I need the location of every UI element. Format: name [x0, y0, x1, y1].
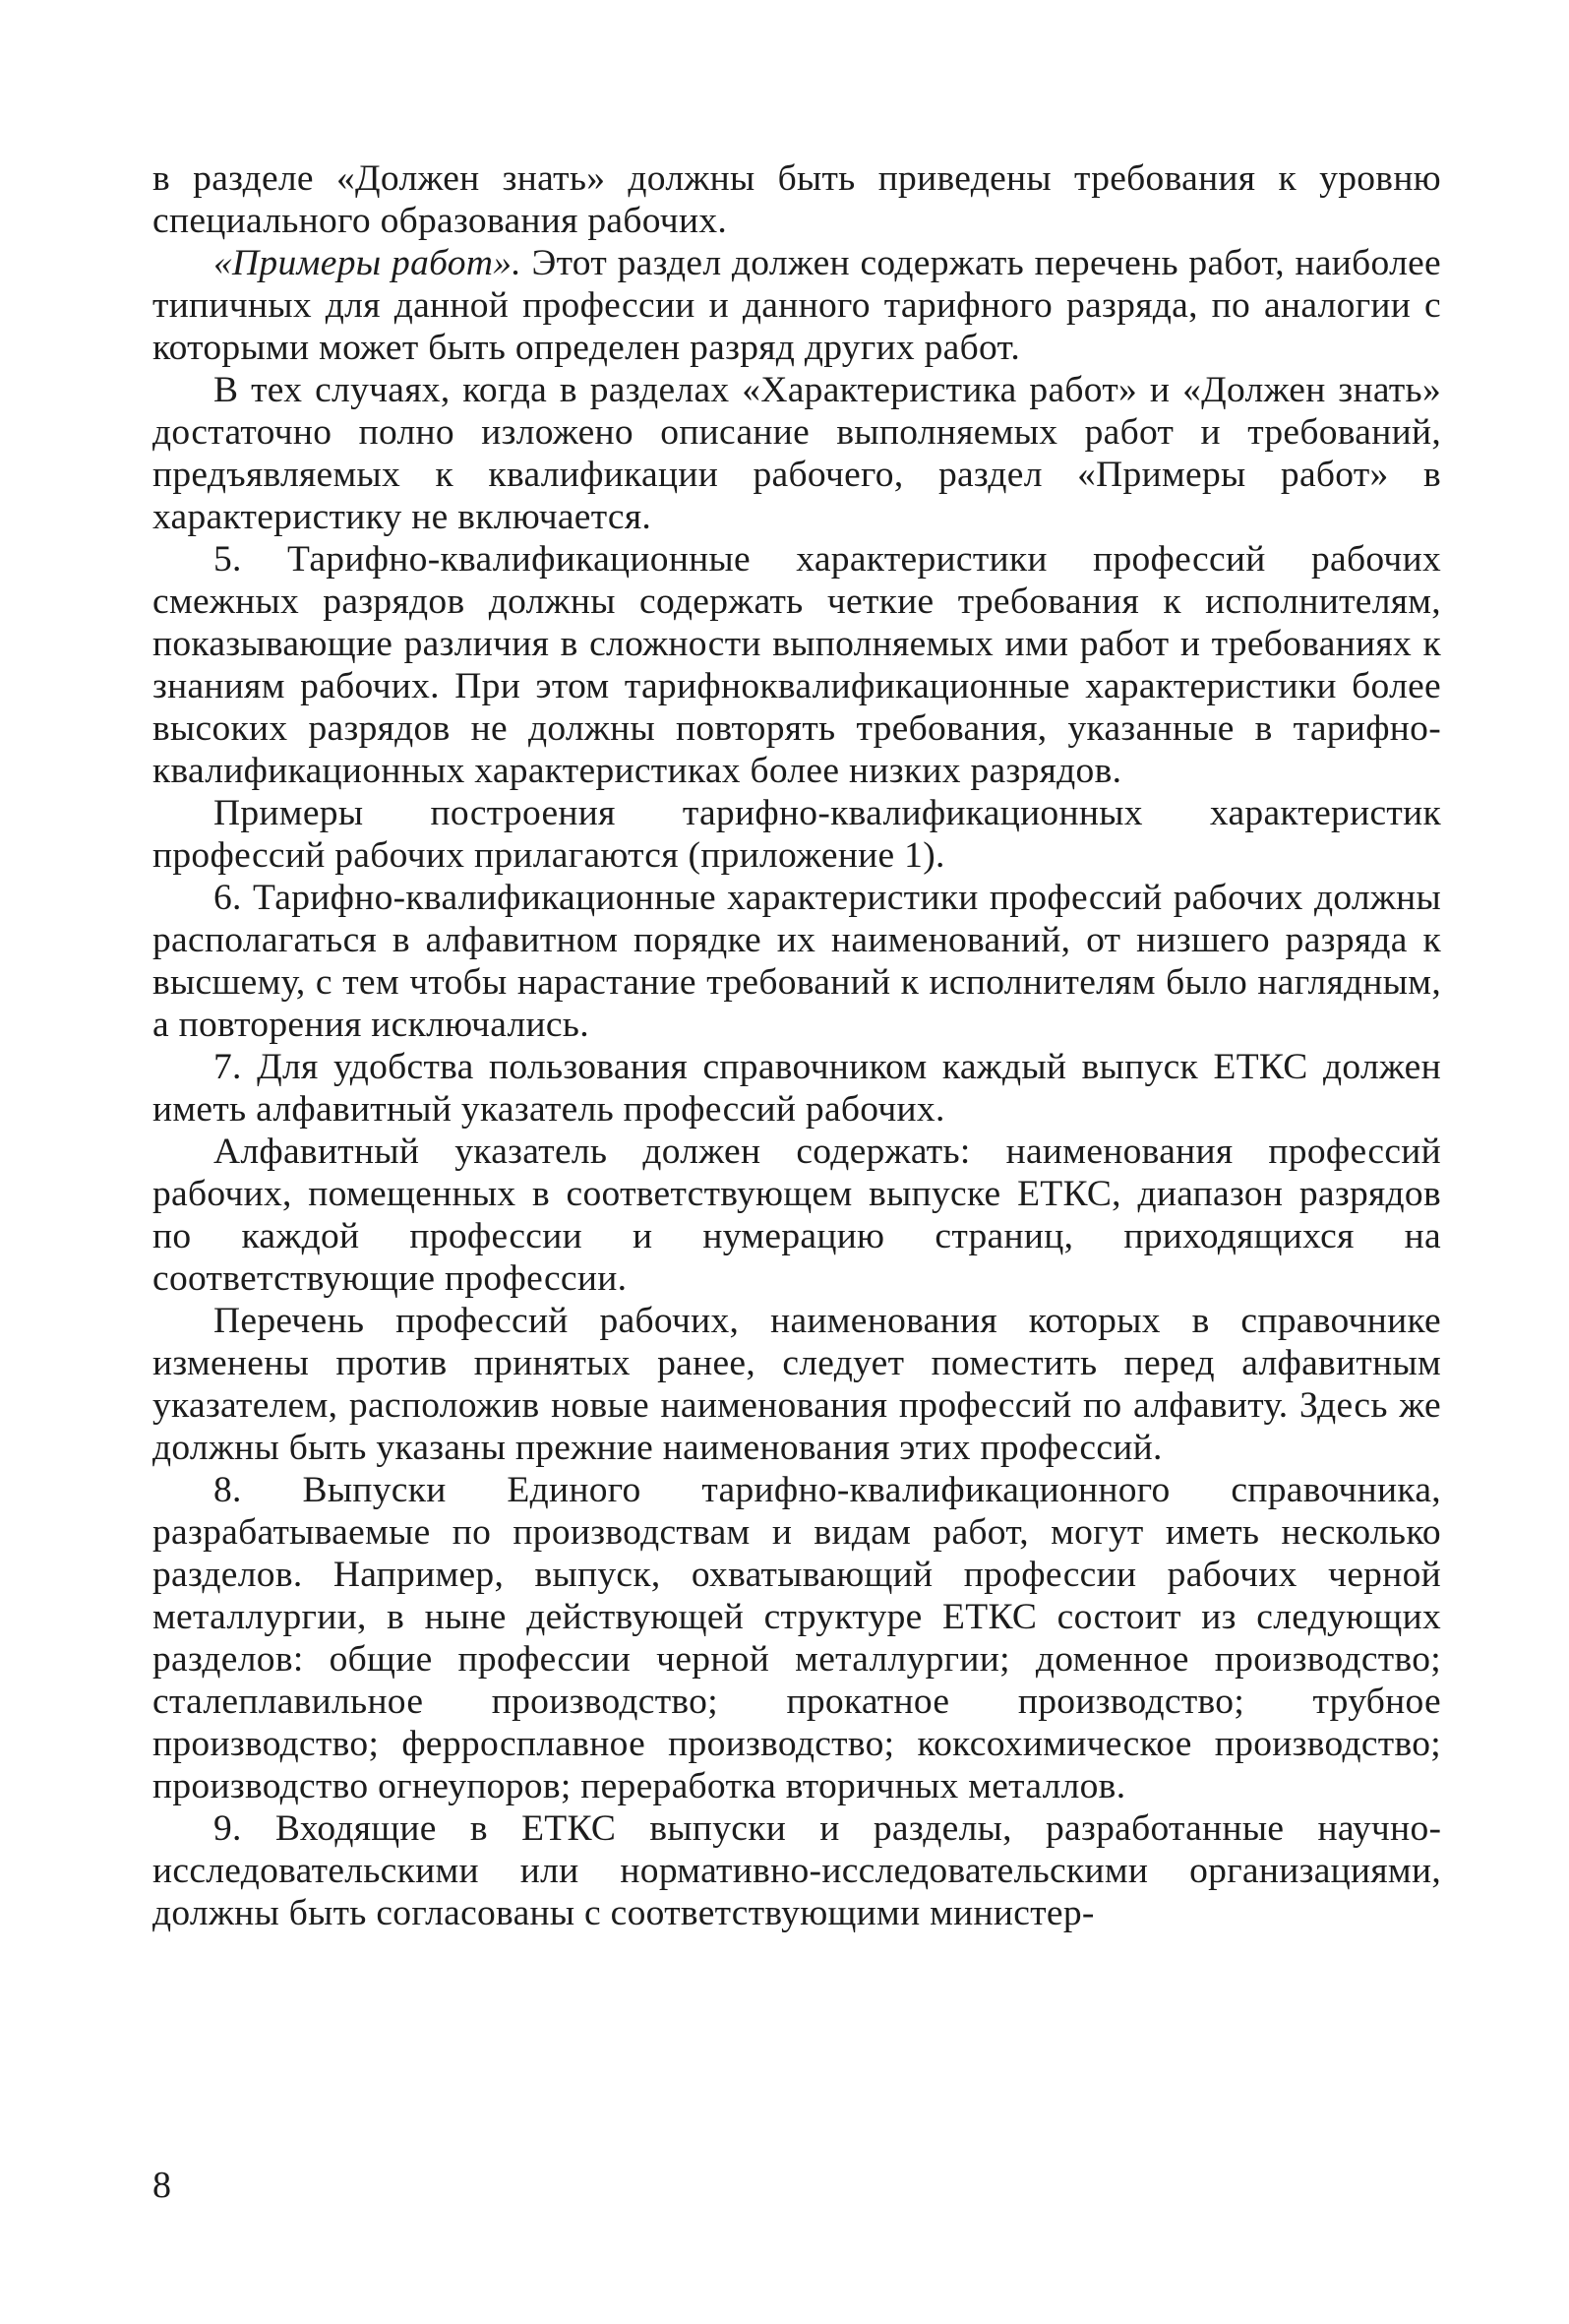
- paragraph-9: Перечень профессий рабочих, наименования которых в справочнике изменены против принятых ранее, следует поместить перед алфавитным указателем, расположив новые наименования профессий по алфавиту. Здесь же должны быть указаны прежние наименования этих профессий.: [152, 1301, 1441, 1468]
- paragraph-2: «Примеры работ». Этот раздел должен содержать перечень работ, наиболее типичных для данной профессии и данного тарифного разряда, по аналогии с которыми может быть определен разряд других работ.: [152, 243, 1441, 368]
- paragraph-5: Примеры построения тарифно-квалификационных характеристик профессий рабочих прилагаются (приложение 1).: [152, 793, 1441, 876]
- page-number: 8: [152, 2165, 171, 2206]
- page-body: [152, 157, 1441, 1934]
- paragraph-3: В тех случаях, когда в разделах «Характеристика работ» и «Должен знать» достаточно полно изложено описание выполняемых работ и требований, предъявляемых к квалификации рабочего, раздел «Примеры работ» в характеристику не включается.: [152, 370, 1441, 537]
- paragraph-8: Алфавитный указатель должен содержать: наименования профессий рабочих, помещенных в соответствующем выпуске ЕТКС, диапазон разрядов по каждой профессии и нумерацию страниц, приходящихся на соответствующие профессии.: [152, 1131, 1441, 1299]
- paragraph-7: 7. Для удобства пользования справочником каждый выпуск ЕТКС должен иметь алфавитный указатель профессий рабочих.: [152, 1047, 1441, 1130]
- paragraph-6: 6. Тарифно-квалификационные характеристики профессий рабочих должны располагаться в алфавитном порядке их наименований, от низшего разряда к высшему, с тем чтобы нарастание требований к исполнителям было наглядным, а повторения исключались.: [152, 878, 1441, 1045]
- paragraph-4: 5. Тарифно-квалификационные характеристики профессий рабочих смежных разрядов должны содержать четкие требования к исполнителям, показывающие различия в сложности выполняемых ими работ и требованиях к знаниям рабочих. При этом тарифноквалификационные характеристики более высоких разрядов не должны повторять требования, указанные в тарифно-квалификационных характеристиках более низких разрядов.: [152, 539, 1441, 791]
- paragraph-2-lead: «Примеры работ».: [213, 243, 521, 283]
- paragraph-1: в разделе «Должен знать» должны быть приведены требования к уровню специального образования рабочих.: [152, 158, 1441, 241]
- paragraph-11: 9. Входящие в ЕТКС выпуски и разделы, разработанные научноисследовательскими или нормативно-исследовательскими организациями, должны быть согласованы с соответствующими министер-: [152, 1808, 1441, 1933]
- paragraph-10: 8. Выпуски Единого тарифно-квалификационного справочника, разрабатываемые по производствам и видам работ, могут иметь несколько разделов. Например, выпуск, охватывающий профессии рабочих черной металлургии, в ныне действующей структуре ЕТКС состоит из следующих разделов: общие профессии черной металлургии; доменное производство; сталеплавильное производство; прокатное производство; трубное производство; ферросплавное производство; коксохимическое производство; производство огнеупоров; переработка вторичных металлов.: [152, 1470, 1441, 1806]
